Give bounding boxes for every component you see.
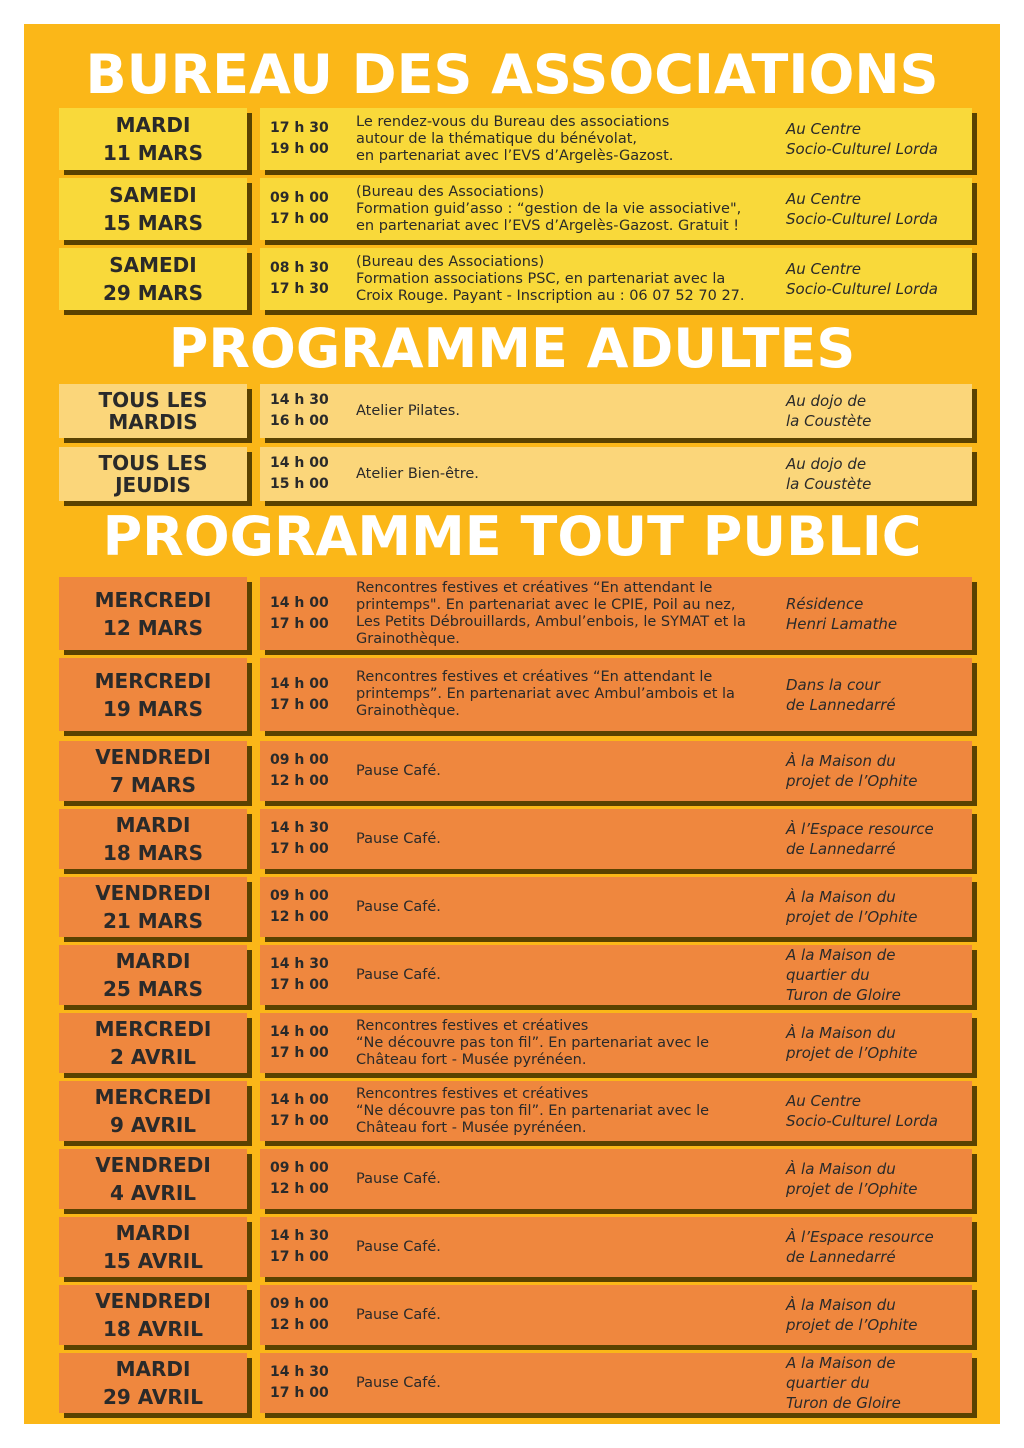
event-description-line: Grainothèque.: [356, 703, 460, 719]
event-row: [24, 877, 1000, 937]
event-location: [786, 1013, 970, 1073]
event-date: 19 MARS: [103, 696, 203, 721]
event-location-line: Socio-Culturel Lorda: [786, 280, 938, 298]
event-location-line: Au Centre: [786, 120, 862, 138]
event-start-time: 14 h 00: [270, 455, 329, 471]
event-info-box: [260, 108, 972, 170]
event-location: [786, 178, 970, 240]
event-times: [270, 447, 340, 501]
event-location-line: quartier du: [786, 966, 870, 984]
event-date: 25 MARS: [103, 977, 203, 1001]
event-location: [786, 1149, 970, 1209]
event-description-line: Rencontres festives et créatives: [356, 1017, 589, 1034]
event-date-box: [59, 1149, 247, 1209]
event-date: 29 MARS: [103, 281, 203, 305]
event-start-time: 17 h 30: [270, 120, 329, 136]
event-location: [786, 809, 970, 869]
event-row: [24, 577, 1000, 650]
event-location: [786, 741, 970, 801]
event-location-line: projet de l’Ophite: [786, 1044, 918, 1062]
event-date-box: [59, 809, 247, 869]
event-day: MARDI: [115, 1221, 191, 1245]
event-location-line: À la Maison du: [786, 1160, 896, 1178]
event-start-time: 14 h 30: [270, 1364, 329, 1380]
event-start-time: 14 h 30: [270, 956, 329, 972]
event-start-time: 14 h 00: [270, 1024, 329, 1040]
event-info-box: [260, 447, 972, 501]
section-title-adults: PROGRAMME ADULTES: [168, 317, 856, 380]
event-description-line: Château fort - Musée pyrénéen.: [356, 1051, 587, 1068]
event-times: [270, 1285, 340, 1345]
event-location-line: À la Maison du: [786, 1296, 896, 1314]
event-row: [24, 1285, 1000, 1345]
event-day: MERCREDI: [94, 587, 212, 612]
event-start-time: 09 h 00: [270, 1160, 329, 1176]
event-description: [356, 741, 776, 801]
event-description-line: Formation associations PSC, en partenariat avec la: [356, 270, 726, 287]
event-location-line: À la Maison du: [786, 752, 896, 770]
event-row: [24, 248, 1000, 310]
event-end-time: 17 h 00: [270, 615, 329, 632]
event-description-line: Le rendez-vous du Bureau des associations: [356, 113, 670, 130]
event-description: [356, 809, 776, 869]
event-date-box: [59, 1217, 247, 1277]
event-end-time: 17 h 00: [270, 1249, 329, 1265]
event-day: MERCREDI: [94, 1085, 212, 1109]
event-row: [24, 1217, 1000, 1277]
event-location-line: Au Centre: [786, 1092, 862, 1110]
event-date: 12 MARS: [103, 615, 203, 640]
event-location-line: Au dojo de: [786, 455, 867, 473]
event-day: SAMEDI: [109, 183, 197, 207]
event-info-box: [260, 384, 972, 438]
event-description-line: Pause Café.: [356, 762, 441, 779]
event-end-time: 16 h 00: [270, 413, 329, 429]
event-day: MERCREDI: [94, 1017, 212, 1041]
event-description-line: en partenariat avec l’EVS d’Argelès-Gazost.: [356, 147, 674, 164]
event-description-line: Pause Café.: [356, 966, 441, 983]
event-description-line: Pause Café.: [356, 1374, 441, 1391]
event-date-box: [59, 1285, 247, 1345]
event-end-time: 17 h 00: [270, 1385, 329, 1401]
event-location-line: Turon de Gloire: [786, 986, 901, 1004]
event-date: 4 AVRIL: [109, 1181, 197, 1205]
event-description-line: printemps". En partenariat avec le CPIE, Poil au nez,: [356, 596, 736, 613]
event-location-line: Au Centre: [786, 260, 862, 278]
event-date: MARDIS: [108, 410, 198, 434]
section-title-public: PROGRAMME TOUT PUBLIC: [102, 505, 922, 568]
event-location: [786, 447, 970, 501]
event-times: [270, 1149, 340, 1209]
event-start-time: 14 h 30: [270, 392, 329, 408]
event-day: MARDI: [115, 813, 191, 837]
event-start-time: 14 h 00: [270, 1092, 329, 1108]
event-start-time: 09 h 00: [270, 752, 329, 768]
event-description: [356, 1353, 776, 1413]
event-description-line: Grainothèque.: [356, 630, 460, 647]
event-end-time: 12 h 00: [270, 909, 329, 925]
event-location-line: Dans la cour: [786, 675, 881, 694]
event-date-box: [59, 945, 247, 1005]
event-day: VENDREDI: [95, 881, 211, 905]
event-date: 9 AVRIL: [109, 1113, 197, 1137]
event-day: VENDREDI: [95, 1153, 211, 1177]
event-times: [270, 577, 340, 650]
section-title-associations: BUREAU DES ASSOCIATIONS: [85, 43, 939, 106]
event-row: [24, 1149, 1000, 1209]
event-description-line: Pause Café.: [356, 1170, 441, 1187]
event-end-time: 17 h 00: [270, 1113, 329, 1129]
event-description-line: printemps”. En partenariat avec Ambul’ambois et la: [356, 686, 735, 702]
event-info-box: [260, 1285, 972, 1345]
event-description-line: Atelier Pilates.: [356, 402, 460, 419]
event-location-line: projet de l’Ophite: [786, 1180, 918, 1198]
event-date-box: [59, 384, 247, 438]
event-times: [270, 658, 340, 731]
event-description-line: autour de la thématique du bénévolat,: [356, 130, 637, 147]
event-times: [270, 1217, 340, 1277]
event-day: MARDI: [115, 1357, 191, 1381]
event-times: [270, 1353, 340, 1413]
event-times: [270, 108, 340, 170]
event-location: [786, 1081, 970, 1141]
event-times: [270, 877, 340, 937]
event-end-time: 12 h 00: [270, 1317, 329, 1333]
event-description: [356, 658, 776, 731]
event-date-box: [59, 1013, 247, 1073]
event-info-box: [260, 658, 972, 731]
event-location-line: Henri Lamathe: [786, 614, 898, 633]
event-description: [356, 447, 776, 501]
event-date: 11 MARS: [103, 141, 203, 165]
event-date-box: [59, 1081, 247, 1141]
event-location-line: Turon de Gloire: [786, 1394, 901, 1412]
event-description: [356, 877, 776, 937]
event-row: [24, 658, 1000, 731]
event-row: [24, 384, 1000, 438]
event-location: [786, 384, 970, 438]
event-end-time: 17 h 00: [270, 841, 329, 857]
event-description-line: Rencontres festives et créatives “En attendant le: [356, 669, 713, 685]
event-description-line: “Ne découvre pas ton fil”. En partenariat avec le: [356, 1102, 710, 1119]
event-date-box: [59, 1353, 247, 1413]
event-start-time: 09 h 00: [270, 888, 329, 904]
event-times: [270, 741, 340, 801]
event-location-line: Au dojo de: [786, 392, 867, 410]
event-date-box: [59, 178, 247, 240]
event-date-box: [59, 741, 247, 801]
event-day: TOUS LES: [98, 451, 208, 475]
event-info-box: [260, 1149, 972, 1209]
event-date-box: [59, 877, 247, 937]
event-info-box: [260, 1217, 972, 1277]
event-row: [24, 1013, 1000, 1073]
event-location-line: Socio-Culturel Lorda: [786, 210, 938, 228]
event-end-time: 17 h 00: [270, 211, 329, 227]
event-end-time: 17 h 30: [270, 281, 329, 297]
event-location-line: projet de l’Ophite: [786, 908, 918, 926]
event-date: 18 MARS: [103, 841, 203, 865]
event-description-line: Pause Café.: [356, 830, 441, 847]
event-description-line: Pause Café.: [356, 898, 441, 915]
event-end-time: 12 h 00: [270, 1181, 329, 1197]
event-times: [270, 248, 340, 310]
event-description-line: Pause Café.: [356, 1306, 441, 1323]
event-date-box: [59, 577, 247, 650]
event-date: 2 AVRIL: [109, 1045, 197, 1069]
event-start-time: 14 h 30: [270, 1228, 329, 1244]
event-row: [24, 447, 1000, 501]
event-location-line: A la Maison de: [786, 1354, 896, 1372]
event-date: 15 AVRIL: [103, 1249, 203, 1273]
event-description-line: (Bureau des Associations): [356, 253, 545, 270]
event-description-line: “Ne découvre pas ton fil”. En partenariat avec le: [356, 1034, 710, 1051]
event-day: MARDI: [115, 949, 191, 973]
event-location-line: de Lannedarré: [786, 840, 896, 858]
event-row: [24, 741, 1000, 801]
event-description-line: en partenariat avec l’EVS d’Argelès-Gazost. Gratuit !: [356, 217, 740, 234]
event-info-box: [260, 809, 972, 869]
event-day: MERCREDI: [94, 668, 212, 693]
event-description: [356, 945, 776, 1005]
event-row: [24, 108, 1000, 170]
event-start-time: 14 h 00: [270, 594, 329, 611]
event-location: [786, 577, 970, 650]
event-description: [356, 1217, 776, 1277]
event-location-line: À l’Espace resource: [786, 820, 934, 838]
event-day: MARDI: [115, 113, 191, 137]
event-start-time: 09 h 00: [270, 190, 329, 206]
event-date-box: [59, 658, 247, 731]
event-location-line: Résidence: [786, 594, 864, 613]
event-location-line: Socio-Culturel Lorda: [786, 140, 938, 158]
event-info-box: [260, 178, 972, 240]
event-info-box: [260, 877, 972, 937]
event-row: [24, 1081, 1000, 1141]
event-location: [786, 658, 970, 731]
event-day: VENDREDI: [95, 1289, 211, 1313]
event-description-line: Pause Café.: [356, 1238, 441, 1255]
event-date-box: [59, 447, 247, 501]
event-description-line: Les Petits Débrouillards, Ambul’enbois, le SYMAT et la: [356, 613, 746, 630]
event-times: [270, 945, 340, 1005]
event-description-line: Formation guid’asso : “gestion de la vie associative",: [356, 200, 742, 217]
event-location-line: la Coustète: [786, 475, 872, 493]
event-info-box: [260, 1353, 972, 1413]
event-end-time: 17 h 00: [270, 696, 329, 713]
event-location-line: de Lannedarré: [786, 1248, 896, 1266]
event-info-box: [260, 945, 972, 1005]
event-location-line: projet de l’Ophite: [786, 772, 918, 790]
event-description-line: (Bureau des Associations): [356, 183, 545, 200]
event-end-time: 17 h 00: [270, 1045, 329, 1061]
event-location: [786, 877, 970, 937]
event-location: [786, 108, 970, 170]
event-info-box: [260, 248, 972, 310]
event-start-time: 14 h 30: [270, 820, 329, 836]
event-date: 21 MARS: [103, 909, 203, 933]
event-location-line: À l’Espace resource: [786, 1228, 934, 1246]
event-start-time: 09 h 00: [270, 1296, 329, 1312]
event-location: [786, 1285, 970, 1345]
event-date: 15 MARS: [103, 211, 203, 235]
event-location-line: À la Maison du: [786, 888, 896, 906]
event-description: [356, 1013, 776, 1073]
event-description: [356, 248, 776, 310]
event-location: [786, 248, 970, 310]
event-start-time: 14 h 00: [270, 675, 329, 692]
event-location: [786, 1217, 970, 1277]
event-info-box: [260, 1081, 972, 1141]
event-times: [270, 1013, 340, 1073]
event-date: 29 AVRIL: [103, 1385, 203, 1409]
event-date-box: [59, 248, 247, 310]
event-day: TOUS LES: [98, 388, 208, 412]
event-end-time: 15 h 00: [270, 476, 329, 492]
event-location-line: projet de l’Ophite: [786, 1316, 918, 1334]
event-row: [24, 945, 1000, 1005]
event-description: [356, 577, 776, 650]
event-location-line: À la Maison du: [786, 1024, 896, 1042]
event-description-line: Atelier Bien-être.: [356, 465, 479, 482]
event-description-line: Croix Rouge. Payant - Inscription au : 06 07 52 70 27.: [356, 287, 745, 304]
event-date: 18 AVRIL: [103, 1317, 203, 1341]
event-date: 7 MARS: [109, 773, 197, 797]
event-info-box: [260, 577, 972, 650]
event-row: [24, 178, 1000, 240]
event-location-line: A la Maison de: [786, 946, 896, 964]
event-description-line: Rencontres festives et créatives: [356, 1085, 589, 1102]
event-description: [356, 108, 776, 170]
event-location-line: la Coustète: [786, 412, 872, 430]
event-description: [356, 384, 776, 438]
event-info-box: [260, 741, 972, 801]
event-location: [786, 1353, 970, 1413]
event-row: [24, 809, 1000, 869]
event-day: VENDREDI: [95, 745, 211, 769]
event-description: [356, 1081, 776, 1141]
event-description: [356, 1149, 776, 1209]
event-end-time: 12 h 00: [270, 773, 329, 789]
event-end-time: 19 h 00: [270, 141, 329, 157]
event-times: [270, 1081, 340, 1141]
event-info-box: [260, 1013, 972, 1073]
event-description-line: Château fort - Musée pyrénéen.: [356, 1119, 587, 1136]
event-times: [270, 178, 340, 240]
event-description: [356, 1285, 776, 1345]
event-location-line: Socio-Culturel Lorda: [786, 1112, 938, 1130]
event-start-time: 08 h 30: [270, 260, 329, 276]
event-day: SAMEDI: [109, 253, 197, 277]
event-description: [356, 178, 776, 240]
event-date-box: [59, 108, 247, 170]
event-location-line: de Lannedarré: [786, 695, 896, 714]
event-location-line: quartier du: [786, 1374, 870, 1392]
event-end-time: 17 h 00: [270, 977, 329, 993]
event-row: [24, 1353, 1000, 1413]
event-times: [270, 384, 340, 438]
event-location: [786, 945, 970, 1005]
event-location-line: Au Centre: [786, 190, 862, 208]
event-times: [270, 809, 340, 869]
event-date: JEUDIS: [115, 473, 191, 497]
event-description-line: Rencontres festives et créatives “En attendant le: [356, 579, 713, 596]
